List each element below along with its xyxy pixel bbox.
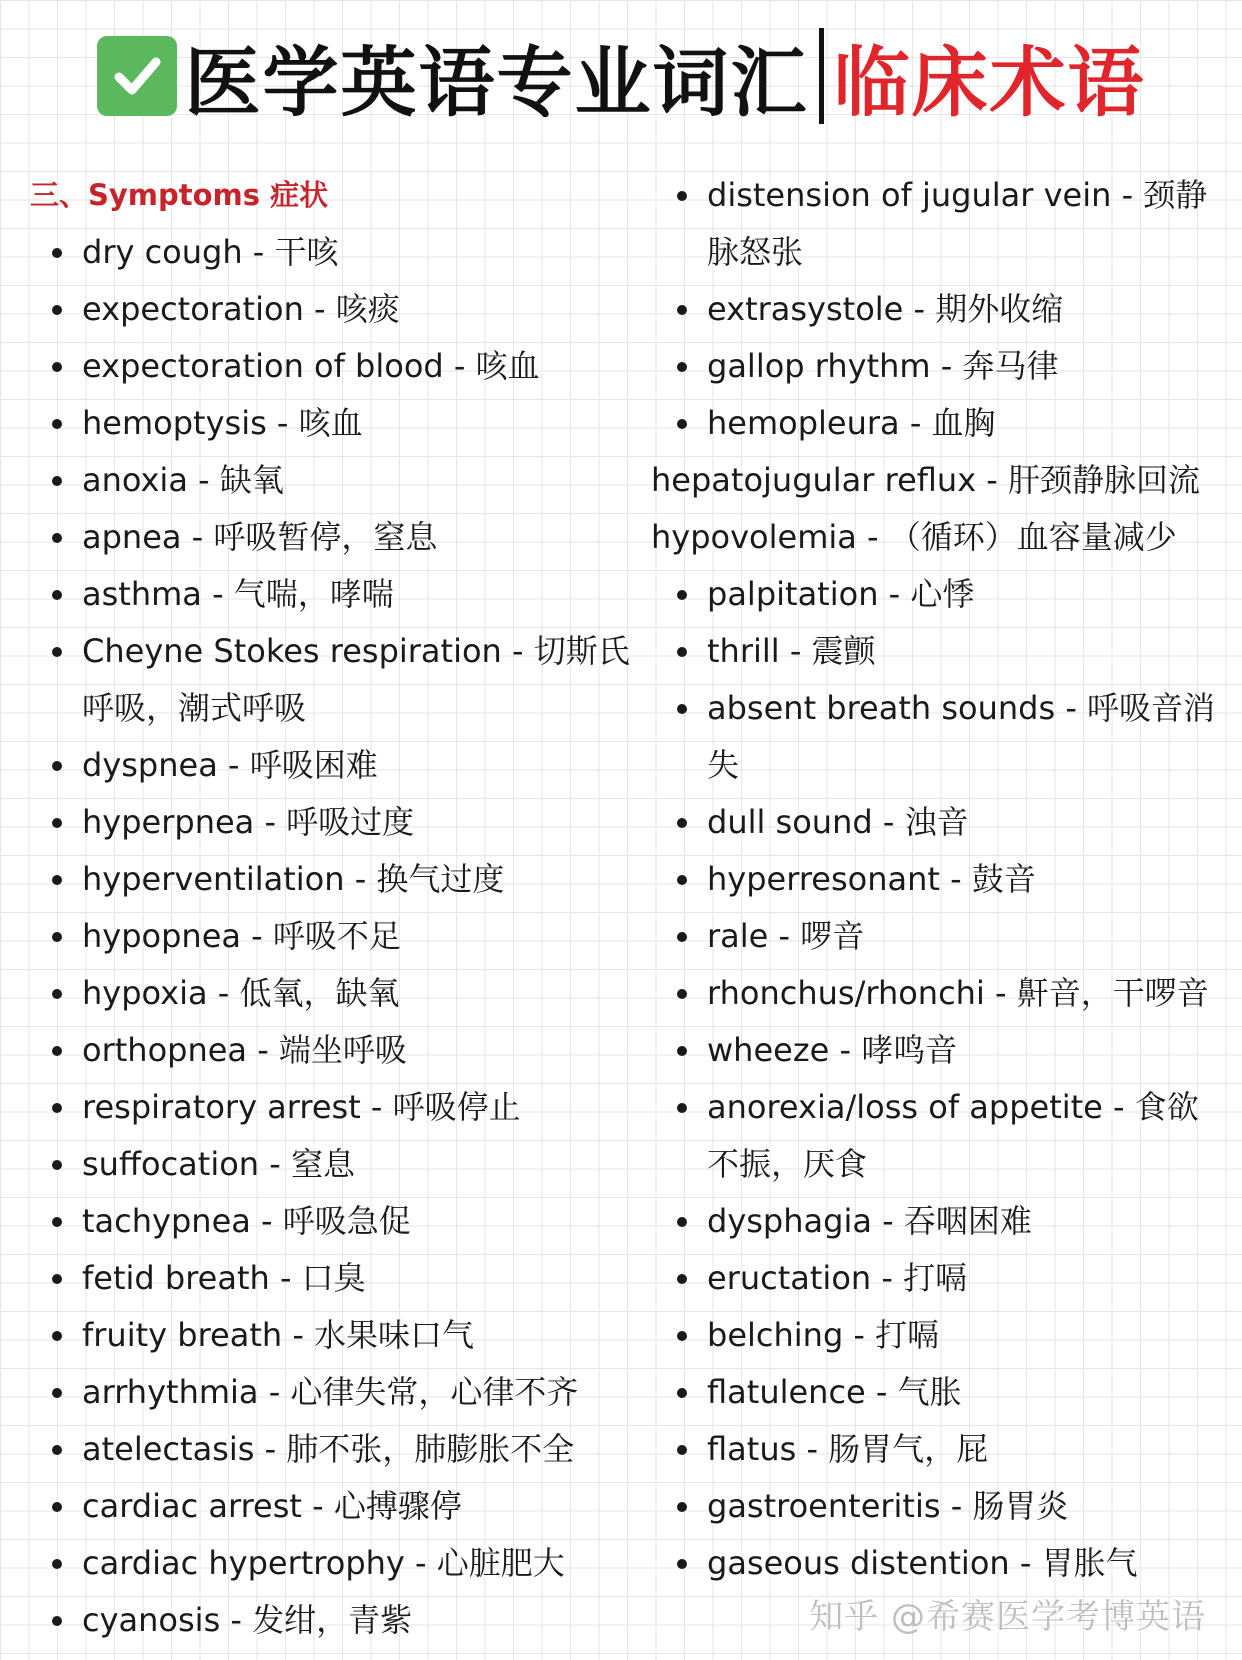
list-item: cyanosis - 发绀，青紫 bbox=[30, 1592, 630, 1649]
list-item: respiratory arrest - 呼吸停止 bbox=[30, 1079, 630, 1136]
list-item: apnea - 呼吸暂停，窒息 bbox=[30, 509, 630, 566]
list-item: suffocation - 窒息 bbox=[30, 1136, 630, 1193]
list-item: gastroenteritis - 肠胃炎 bbox=[655, 1478, 1230, 1535]
list-item: cardiac arrest - 心搏骤停 bbox=[30, 1478, 630, 1535]
list-item: fetid breath - 口臭 bbox=[30, 1250, 630, 1307]
checkmark-icon bbox=[97, 36, 177, 116]
list-item: anorexia/loss of appetite - 食欲不振，厌食 bbox=[655, 1079, 1230, 1193]
list-item: hyperventilation - 换气过度 bbox=[30, 851, 630, 908]
list-item-unbulleted: hepatojugular reflux - 肝颈静脉回流 bbox=[651, 461, 1201, 499]
list-item: orthopnea - 端坐呼吸 bbox=[30, 1022, 630, 1079]
list-item: rhonchus/rhonchi - 鼾音，干啰音 bbox=[655, 965, 1230, 1022]
list-item: anoxia - 缺氧 bbox=[30, 452, 630, 509]
list-item: wheeze - 哮鸣音 bbox=[655, 1022, 1230, 1079]
list-item: hypopnea - 呼吸不足 bbox=[30, 908, 630, 965]
list-item: fruity breath - 水果味口气 bbox=[30, 1307, 630, 1364]
term-list-left bbox=[30, 224, 630, 1649]
list-item: dysphagia - 吞咽困难 bbox=[655, 1193, 1230, 1250]
list-item: hyperpnea - 呼吸过度 bbox=[30, 794, 630, 851]
list-item: extrasystole - 期外收缩 bbox=[655, 281, 1230, 338]
list-item: hyperresonant - 鼓音 bbox=[655, 851, 1230, 908]
term-list-right bbox=[651, 167, 1230, 1592]
list-item: flatus - 肠胃气，屁 bbox=[655, 1421, 1230, 1478]
list-item: rale - 啰音 bbox=[655, 908, 1230, 965]
list-item: hemoptysis - 咳血 bbox=[30, 395, 630, 452]
list-item: distension of jugular vein - 颈静脉怒张 bbox=[655, 167, 1230, 281]
list-item: dry cough - 干咳 bbox=[30, 224, 630, 281]
list-item: asthma - 气喘，哮喘 bbox=[30, 566, 630, 623]
list-item: atelectasis - 肺不张，肺膨胀不全 bbox=[30, 1421, 630, 1478]
list-item: gallop rhythm - 奔马律 bbox=[655, 338, 1230, 395]
page-subtitle: 临床术语 bbox=[833, 37, 1146, 127]
page-title: 医学英语专业词汇 bbox=[184, 37, 809, 127]
watermark: 知乎 @希赛医学考博英语 bbox=[809, 1597, 1206, 1637]
list-item: Cheyne Stokes respiration - 切斯氏呼吸，潮式呼吸 bbox=[30, 623, 630, 737]
list-item: hemopleura - 血胸 bbox=[655, 395, 1230, 452]
list-item: hypoxia - 低氧，缺氧 bbox=[30, 965, 630, 1022]
right-column bbox=[651, 167, 1230, 1592]
list-item: expectoration of blood - 咳血 bbox=[30, 338, 630, 395]
list-item: arrhythmia - 心律失常，心律不齐 bbox=[30, 1364, 630, 1421]
title-divider bbox=[819, 28, 824, 124]
page-header bbox=[0, 26, 1242, 126]
list-item: belching - 打嗝 bbox=[655, 1307, 1230, 1364]
list-item: dyspnea - 呼吸困难 bbox=[30, 737, 630, 794]
list-item: eructation - 打嗝 bbox=[655, 1250, 1230, 1307]
list-item: tachypnea - 呼吸急促 bbox=[30, 1193, 630, 1250]
list-item-unbulleted: hypovolemia - （循环）血容量减少 bbox=[651, 518, 1177, 556]
list-item: flatulence - 气胀 bbox=[655, 1364, 1230, 1421]
list-item: cardiac hypertrophy - 心脏肥大 bbox=[30, 1535, 630, 1592]
section-heading: 三、Symptoms 症状 bbox=[30, 178, 329, 212]
list-item: expectoration - 咳痰 bbox=[30, 281, 630, 338]
list-item: thrill - 震颤 bbox=[655, 623, 1230, 680]
list-item: absent breath sounds - 呼吸音消失 bbox=[655, 680, 1230, 794]
list-item: gaseous distention - 胃胀气 bbox=[655, 1535, 1230, 1592]
list-item: palpitation - 心悸 bbox=[655, 566, 1230, 623]
list-item: dull sound - 浊音 bbox=[655, 794, 1230, 851]
left-column bbox=[30, 167, 630, 1649]
